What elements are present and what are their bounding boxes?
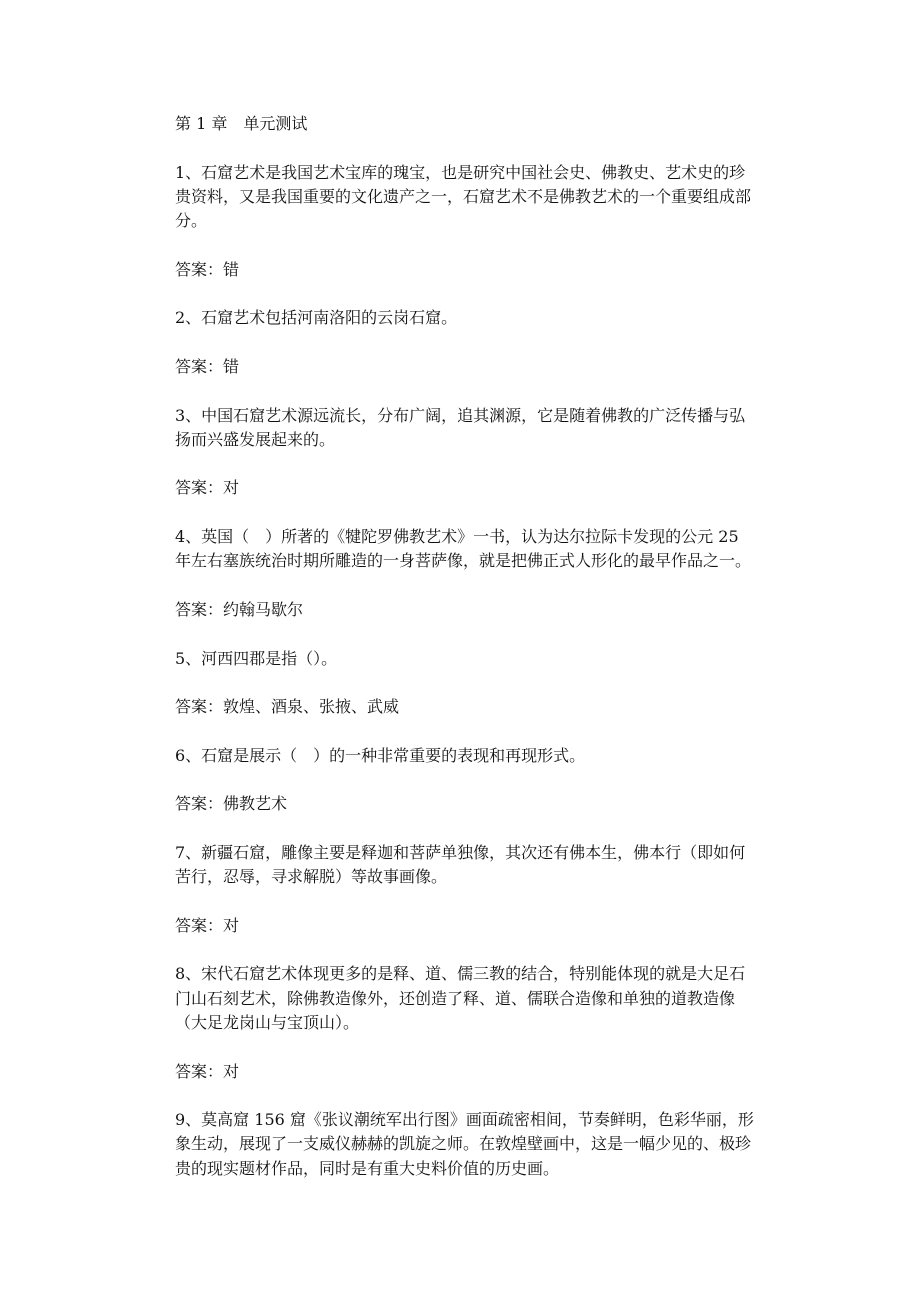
question-text: 9、莫高窟 156 窟《张议潮统军出行图》画面疏密相间，节奏鲜明，色彩华丽，形象生动，展现了一支威仪赫赫的凯旋之师。在敦煌壁画中，这是一幅少见的、极珍贵的现实题材作品，同时是有重大史料价值的历史画。	[175, 1110, 754, 1178]
answer-text: 答案：佛教艺术	[175, 794, 288, 814]
chapter-title: 第 1 章 单元测试	[175, 114, 308, 133]
answer-text: 答案：错	[175, 356, 240, 376]
answer-text: 答案：对	[175, 478, 240, 498]
question-text: 3、中国石窟艺术源远流长，分布广阔，追其渊源，它是随着佛教的广泛传播与弘扬而兴盛发展起来的。	[175, 405, 746, 449]
answer-text: 答案：敦煌、酒泉、张掖、武威	[175, 697, 400, 717]
question-text: 6、石窟是展示（ ）的一种非常重要的表现和再现形式。	[175, 745, 586, 765]
question-text: 7、新疆石窟，雕像主要是释迦和菩萨单独像，其次还有佛本生，佛本行（即如何苦行，忍辱，寻求解脱）等故事画像。	[175, 842, 746, 887]
question-text: 4、英国（ ）所著的《犍陀罗佛教艺术》一书，认为达尔拉际卡发现的公元 25 年左右塞族统治时期所雕造的一身菩萨像，就是把佛正式人形化的最早作品之一。	[175, 527, 752, 571]
answer-text: 答案：错	[175, 259, 240, 279]
answer-text: 答案：约翰马歇尔	[175, 599, 304, 619]
question-text: 5、河西四郡是指（）。	[175, 648, 338, 668]
answer-text: 答案：对	[175, 1061, 240, 1081]
question-list	[175, 161, 757, 1181]
question-text: 8、宋代石窟艺术体现更多的是释、道、儒三教的结合，特别能体现的就是大足石门山石刻艺术，除佛教造像外，还创造了释、道、儒联合造像和单独的道教造像（大足龙岗山与宝顶山）。	[175, 964, 746, 1032]
answer-text: 答案：对	[175, 915, 240, 935]
question-text: 1、石窟艺术是我国艺术宝库的瑰宝，也是研究中国社会史、佛教史、艺术史的珍贵资料，又是我国重要的文化遗产之一，石窟艺术不是佛教艺术的一个重要组成部分。	[175, 162, 752, 231]
question-text: 2、石窟艺术包括河南洛阳的云岗石窟。	[175, 308, 458, 328]
document-page	[175, 112, 757, 1205]
